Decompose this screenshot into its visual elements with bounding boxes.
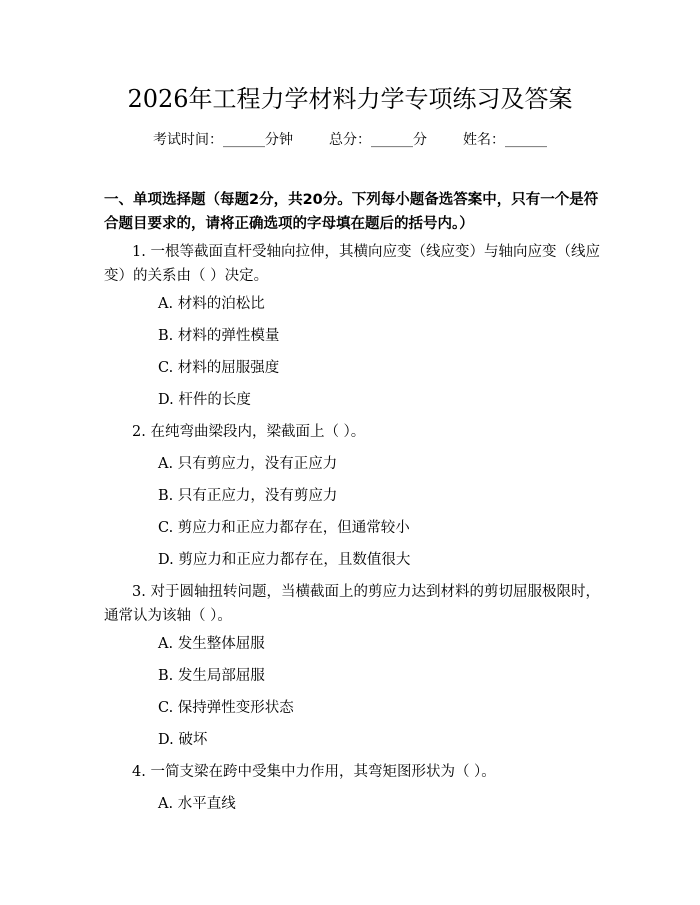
q1-option-a: A. 材料的泊松比 [158, 296, 265, 312]
document-title: 2026年工程力学材料力学专项练习及答案 [127, 85, 573, 113]
q3-option-c: C. 保持弹性变形状态 [158, 700, 294, 716]
section-heading: 一、单项选择题（每题2分，共20分。下列每小题备选答案中，只有一个是符合题目要求的，请将正确选项的字母填在题后的括号内。） [104, 192, 599, 232]
q1-option-b: B. 材料的弹性模量 [158, 328, 280, 344]
q2-option-d: D. 剪应力和正应力都存在，且数值很大 [158, 552, 411, 568]
q3-option-a: A. 发生整体屈服 [158, 636, 265, 652]
question-3: 3. 对于圆轴扭转问题，当横截面上的剪应力达到材料的剪切屈服极限时，通常认为该轴（ ）。 [104, 584, 600, 624]
q2-option-c: C. 剪应力和正应力都存在，但通常较小 [158, 520, 410, 536]
q2-option-a: A. 只有剪应力，没有正应力 [158, 456, 338, 472]
total-score-field: 总分：______分 [329, 132, 427, 148]
q3-option-b: B. 发生局部屈服 [158, 668, 265, 684]
q2-option-b: B. 只有正应力，没有剪应力 [158, 488, 338, 504]
question-2: 2. 在纯弯曲梁段内，梁截面上（ ）。 [132, 424, 366, 440]
q4-option-a: A. 水平直线 [158, 796, 236, 812]
q1-option-d: D. 杆件的长度 [158, 392, 251, 408]
student-name-field: 姓名：______ [463, 132, 547, 148]
q3-option-d: D. 破坏 [158, 732, 208, 748]
question-4: 4. 一简支梁在跨中受集中力作用，其弯矩图形状为（ ）。 [132, 764, 496, 780]
exam-time-field: 考试时间：______分钟 [153, 132, 293, 148]
exam-meta [0, 128, 700, 152]
q1-option-c: C. 材料的屈服强度 [158, 360, 280, 376]
question-1: 1. 一根等截面直杆受轴向拉伸，其横向应变（线应变）与轴向应变（线应变）的关系由（ ）决定。 [104, 244, 600, 284]
